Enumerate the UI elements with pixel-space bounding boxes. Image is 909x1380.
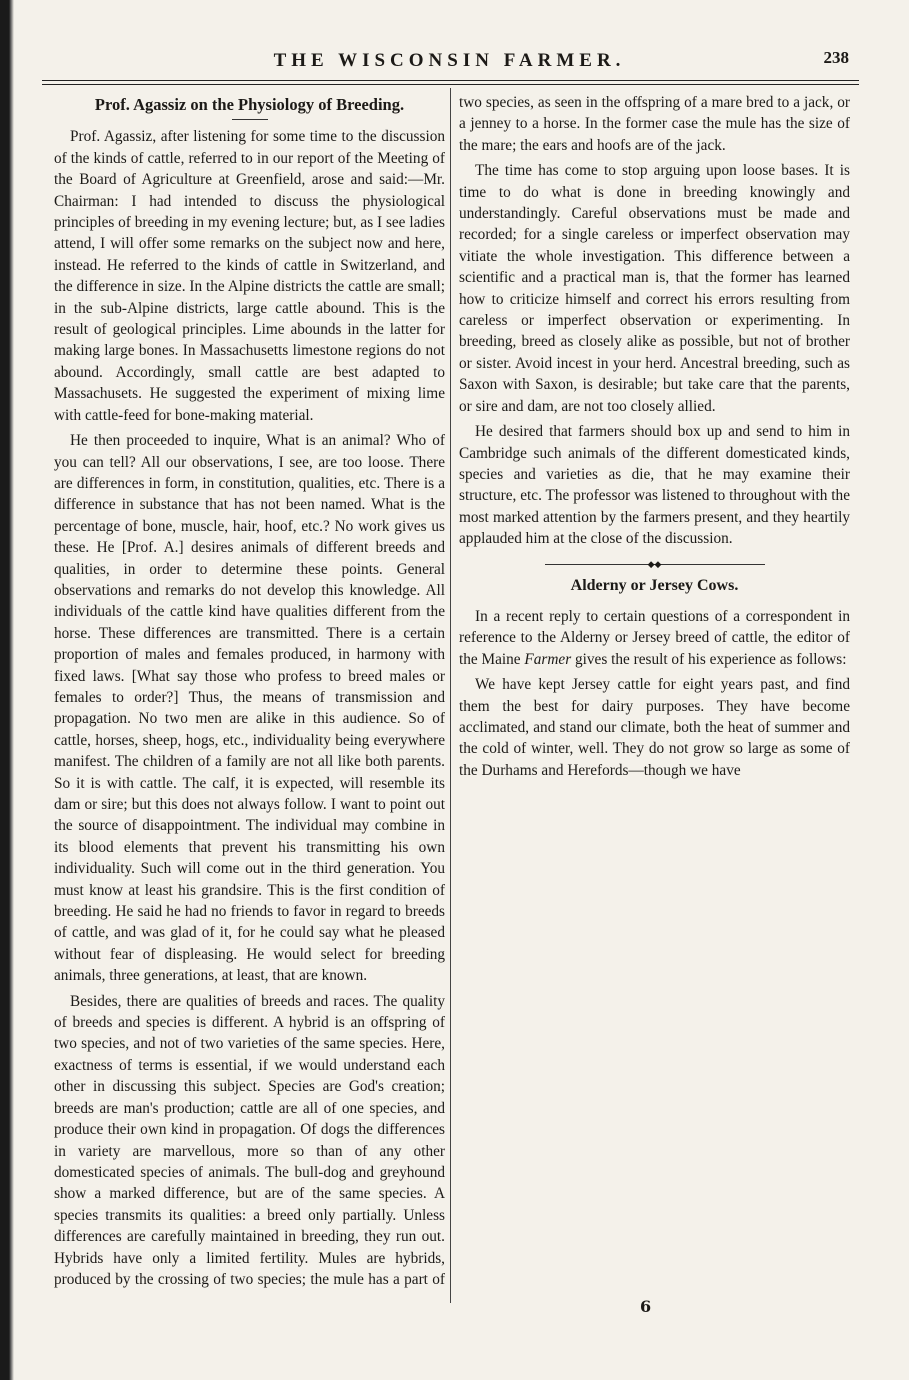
page-header (50, 40, 849, 80)
jersey-intro-after: gives the result of his experience as follows: (571, 650, 847, 668)
title-rule (232, 119, 268, 120)
divider-ornament-icon: ◆◆ (647, 558, 662, 569)
jersey-intro-before: In a recent reply to certain questions of a correspondent in reference to the Alderny or Jersey breed of cattle, the editor of the Maine (459, 607, 850, 668)
jersey-paragraph: We have kept Jersey cattle for eight years past, and find them the best for dairy purposes. They have become acclimated, and stand our climate, both the heat of summer and the cold of winter, well. They do not grow so large as some of the Durhams and Herefords—though we have (459, 676, 850, 779)
paragraph-2: He then proceeded to inquire, What is an animal? Who of you can tell? All our observations, I see, are too loose. There are differences in form, in constitution, qualities, etc. There is a difference in substance that has not been named. What is the percentage of bone, muscle, hair, hoof, etc.? No work gives us these. He [Prof. A.] desires animals of different breeds and qualities, in order to determine these points. General observations and remarks do not develop this knowledge. All individuals of the cattle kind have qualities different from the horse. These differences are transmitted. There is a certain proportion of males and females produced, in harmony with fixed laws. [What say those who profess to breed males or females to order?] Thus, the means of transmission and propagation. No two men are alike in this audience. So of cattle, horses, sheep, hogs, etc., individuality being everywhere manifest. The children of a family are not all like both parents. So it is with cattle. The calf, it is expected, will resemble its dam or sire; but this does not always follow. I want to point out the source of disappointment. The individual may combine in its blood elements that prevent his transmitting his own individuality. Such will come out in the third generation. You must know at least his grandsire. This is the first condition of breeding. He said he had no friends to favor in regard to breeds of cattle, and was glad of it, for he could say what he pleased without fear of displeasing. He would select for breeding animals, three generations, at least, that are known. (54, 432, 445, 985)
running-head: THE WISCONSIN FARMER. (273, 50, 626, 71)
jersey-intro (459, 606, 850, 670)
article-title-jersey: Alderny or Jersey Cows. (570, 576, 739, 594)
signature-mark: 6 (640, 1297, 652, 1316)
paragraph-5: He desired that farmers should box up and send to him in Cambridge such animals of the different domesticated kinds, species and varieties as die, that he may examine their structure, etc. The professor was listened to throughout with the most marked attention by the farmers present, and they heartily applauded him at the close of the discussion. (459, 423, 850, 548)
page-number: 238 (823, 48, 849, 67)
paragraph-4: The time has come to stop arguing upon loose bases. It is time to do what is done in breeding knowingly and understandingly. Careful observations must be made and recorded; for a single careless or imperfect observation may vitiate the whole investigation. This difference between a scientific and a practical man is, that the former has learned how to criticize himself and correct his errors resulting from careless or imperfect observation or experimenting. In breeding, breed as closely alike as possible, but not of brother or sister. Avoid incest in your herd. Ancestral breeding, such as Saxon with Saxon, is desirable; but take care that the parents, or sire and dam, are not too closely allied. (459, 162, 850, 415)
article-title-agassiz: Prof. Agassiz on the Physiology of Breeding. (94, 95, 405, 114)
header-double-rule (42, 80, 859, 85)
jersey-intro-italic: Farmer (524, 650, 572, 668)
page-binding-edge (0, 0, 14, 1380)
article-flow (54, 92, 850, 1302)
section-divider (545, 558, 765, 569)
paragraph-1: Prof. Agassiz, after listening for some time to the discussion of the kinds of cattle, referred to in our report of the Meeting of the Board of Agriculture at Greenfield, arose and said:—Mr. Chairman: I had intended to discuss the physiological principles of breeding in my evening lecture; but, as I see ladies attend, I will offer some remarks on the subject now and here, instead. He referred to the kinds of cattle in Switzerland, and the difference in size. In the Alpine districts the cattle are small; in the sub-Alpine districts, large cattle abound. This is the result of geological principles. Lime abounds in the latter for making large bones. In Massachusetts limestone regions do not abound. Accordingly, small cattle are best adapted to Massachusets. He suggested the experiment of mixing lime with cattle-feed for bone-making material. (54, 128, 445, 424)
paragraph-3: Besides, there are qualities of breeds and races. The quality of breeds and species is different. A hybrid is an offspring of two species, and not of two varieties of the same species. Here, exactness of terms is essential, if we would understand each other in discussing this subject. Species are God's creation; breeds are man's production; cattle are all of one species, and produce their own kind in propagation. Of dogs the differences in variety are marvellous, more so than of any other domesticated species of animals. The bull-dog and greyhound show a marked difference, but are of the same species. A species transmits its qualities: a breed only partially. Unless differences are carefully maintained in breeding, they run out. Hybrids have only a limited fertility. Mules are hybrids, produced by the crossing of two species; the mule has a part of two species, as seen in the offspring of a mare bred to a jack, or a jenney to a horse. In the former case the mule has the size of the mare; the ears and hoofs are of the jack. (54, 94, 850, 1288)
